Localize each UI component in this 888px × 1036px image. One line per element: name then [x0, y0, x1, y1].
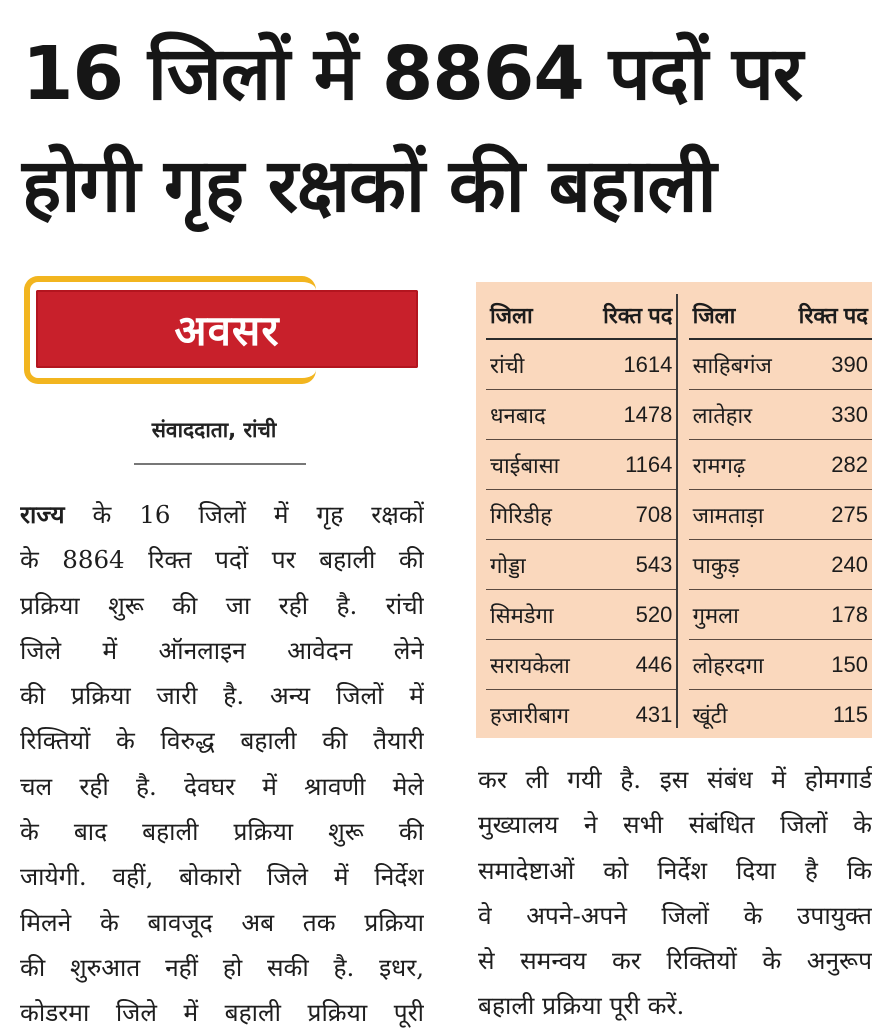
vacancy-count-cell: 115 [832, 701, 868, 727]
article-right-column [478, 757, 872, 1029]
headline [22, 18, 872, 242]
vacancy-count-cell: 1478 [576, 390, 677, 440]
headline-line-2: होगी गृह रक्षकों की बहाली [22, 143, 716, 229]
district-cell: लातेहार [689, 390, 791, 440]
article-line: के 8864 रिक्त पदों पर बहाली की [20, 545, 424, 575]
district-cell: गुमला [689, 590, 791, 640]
district-cell: धनबाद [486, 390, 576, 440]
header-vacancies: रिक्त पद [576, 292, 677, 339]
vacancy-table-box [476, 282, 872, 738]
vacancy-count-cell: 390 [791, 339, 872, 390]
article-line: जिले में ऑनलाइन आवेदन लेने [20, 635, 424, 665]
district-cell: रांची [486, 339, 576, 390]
article-line: चल रही है. देवघर में श्रावणी मेले [20, 771, 424, 801]
article-line: कोडरमा जिले में बहाली प्रक्रिया पूरी [20, 998, 424, 1028]
vacancy-count-cell: 1164 [576, 440, 677, 490]
article-line: प्रक्रिया शुरू की जा रही है. रांची [20, 590, 424, 620]
table-row [486, 339, 872, 390]
vacancy-count-cell: 282 [791, 440, 872, 490]
byline-divider [134, 463, 306, 465]
vacancy-count-cell: 150 [791, 640, 872, 690]
vacancy-count-cell: 330 [791, 390, 872, 440]
table-row [486, 390, 872, 440]
table-row [486, 540, 872, 590]
article-line: मुख्यालय ने सभी संबंधित जिलों के [478, 810, 872, 840]
district-cell: हजारीबाग [490, 702, 570, 728]
header-district: जिला [689, 292, 791, 339]
district-cell: लोहरदगा [689, 640, 791, 690]
vacancy-count-cell: 431 [635, 701, 673, 727]
district-cell: पाकुड़ [689, 540, 791, 590]
article-line: रिक्तियों के विरुद्ध बहाली की तैयारी [20, 726, 424, 756]
section-badge [24, 276, 424, 384]
vacancy-table [486, 292, 872, 739]
table-row [486, 490, 872, 540]
vacancy-count-cell: 1614 [576, 339, 677, 390]
district-cell: साहिबगंज [689, 339, 791, 390]
district-cell: सिमडेगा [486, 590, 576, 640]
headline-line-1: 16 जिलों में 8864 पदों पर [22, 31, 803, 117]
vacancy-count-cell: 275 [791, 490, 872, 540]
table-header-row [486, 292, 872, 339]
article-line: के बाद बहाली प्रक्रिया शुरू की [20, 817, 424, 847]
district-cell: रामगढ़ [689, 440, 791, 490]
table-row [486, 440, 872, 490]
article-line: बहाली प्रक्रिया पूरी करें. [478, 991, 685, 1021]
lead-word: राज्य [20, 500, 65, 529]
district-cell: गिरिडीह [486, 490, 576, 540]
article-line: मिलने के बावजूद अब तक प्रक्रिया [20, 907, 424, 937]
header-district: जिला [486, 292, 576, 339]
badge-label: अवसर [174, 305, 280, 355]
vacancy-count-cell: 708 [576, 490, 677, 540]
article-line-text: के 16 जिलों में गृह रक्षकों [64, 500, 424, 529]
article-line: जायेगी. वहीं, बोकारो जिले में निर्देश [20, 862, 424, 892]
district-cell: खूंटी [692, 702, 728, 728]
article-line: से समन्वय कर रिक्तियों के अनुरूप [478, 946, 872, 976]
vacancy-count-cell: 178 [791, 590, 872, 640]
table-row [486, 690, 872, 740]
article-line: वे अपने-अपने जिलों के उपायुक्त [478, 900, 872, 930]
vacancy-count-cell: 520 [576, 590, 677, 640]
district-cell: जामताड़ा [689, 490, 791, 540]
article-line: की प्रक्रिया जारी है. अन्य जिलों में [20, 681, 424, 711]
header-vacancies: रिक्त पद [791, 292, 872, 339]
district-cell: गोड्डा [486, 540, 576, 590]
vacancy-count-cell: 446 [576, 640, 677, 690]
article-line [20, 492, 424, 537]
vacancy-count-cell: 543 [576, 540, 677, 590]
table-row [486, 640, 872, 690]
article-line: समादेष्टाओं को निर्देश दिया है कि [478, 855, 872, 885]
article-line: कर ली गयी है. इस संबंध में होमगार्ड [478, 765, 872, 794]
article-line: की शुरुआत नहीं हो सकी है. इधर, [20, 952, 424, 982]
article-left-column [20, 492, 424, 1036]
table-row [486, 590, 872, 640]
byline: संवाददाता, रांची [151, 418, 277, 442]
district-cell: चाईबासा [486, 440, 576, 490]
district-cell: सरायकेला [486, 640, 576, 690]
badge-red-box [36, 290, 418, 368]
vacancy-count-cell: 240 [791, 540, 872, 590]
